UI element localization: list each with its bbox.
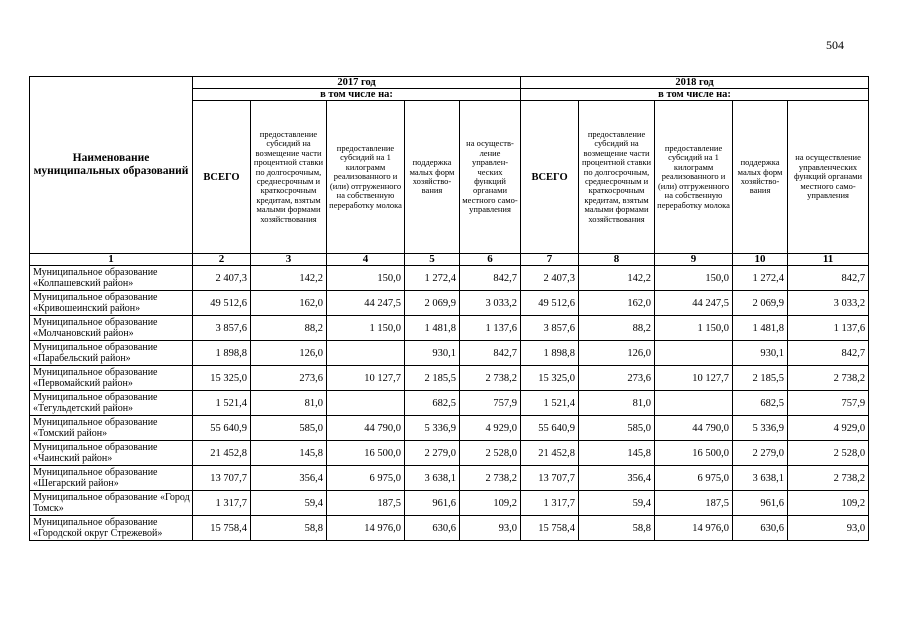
table-row: [30, 366, 869, 391]
value-cell: 44 790,0: [655, 416, 733, 441]
column-number: 1: [30, 254, 193, 266]
value-cell: 1 521,4: [521, 391, 579, 416]
table-row: [30, 416, 869, 441]
value-cell: 2 185,5: [733, 366, 788, 391]
value-cell: 5 336,9: [405, 416, 460, 441]
value-cell: 1 521,4: [193, 391, 251, 416]
value-cell: 842,7: [460, 266, 521, 291]
value-cell: 15 325,0: [521, 366, 579, 391]
value-cell: 126,0: [251, 341, 327, 366]
column-number: 10: [733, 254, 788, 266]
value-cell: 1 898,8: [521, 341, 579, 366]
value-cell: 145,8: [251, 441, 327, 466]
value-cell: 44 790,0: [327, 416, 405, 441]
value-cell: 356,4: [579, 466, 655, 491]
value-cell: 150,0: [655, 266, 733, 291]
value-cell: 2 407,3: [193, 266, 251, 291]
value-cell: 3 638,1: [733, 466, 788, 491]
municipality-name: Муниципальное образование «Первомайский район»: [30, 366, 193, 391]
value-cell: 6 975,0: [655, 466, 733, 491]
value-cell: 273,6: [251, 366, 327, 391]
column-number: 6: [460, 254, 521, 266]
value-cell: 930,1: [733, 341, 788, 366]
value-cell: 6 975,0: [327, 466, 405, 491]
column-number: 11: [788, 254, 869, 266]
column-number: 8: [579, 254, 655, 266]
value-cell: 585,0: [251, 416, 327, 441]
value-cell: 187,5: [327, 491, 405, 516]
value-cell: 142,2: [579, 266, 655, 291]
value-cell: 93,0: [788, 516, 869, 541]
column-number: 5: [405, 254, 460, 266]
value-cell: 2 279,0: [405, 441, 460, 466]
value-cell: 1 137,6: [460, 316, 521, 341]
value-cell: 187,5: [655, 491, 733, 516]
value-cell: 44 247,5: [327, 291, 405, 316]
value-cell: 5 336,9: [733, 416, 788, 441]
value-cell: 10 127,7: [327, 366, 405, 391]
header-admin-functions-2018: на осуществление управленческих функций органами местного само-управления: [788, 101, 869, 254]
value-cell: 2 528,0: [788, 441, 869, 466]
column-number: 2: [193, 254, 251, 266]
value-cell: 1 150,0: [327, 316, 405, 341]
column-number: 9: [655, 254, 733, 266]
value-cell: 16 500,0: [655, 441, 733, 466]
header-small-farms-2017: поддержка малых форм хозяйство-вания: [405, 101, 460, 254]
header-total-2017: ВСЕГО: [193, 101, 251, 254]
value-cell: 1 317,7: [521, 491, 579, 516]
value-cell: 15 758,4: [193, 516, 251, 541]
value-cell: 81,0: [579, 391, 655, 416]
value-cell: 630,6: [405, 516, 460, 541]
value-cell: 16 500,0: [327, 441, 405, 466]
value-cell: 15 758,4: [521, 516, 579, 541]
municipality-name: Муниципальное образование «Томский район»: [30, 416, 193, 441]
municipality-name: Муниципальное образование «Молчановский район»: [30, 316, 193, 341]
header-milk-subsidy-2017: предоставление субсидий на 1 килограмм реализованного и (или) отгруженного на собственную переработку молока: [327, 101, 405, 254]
municipality-name: Муниципальное образование «Кривошеинский район»: [30, 291, 193, 316]
table-row: [30, 341, 869, 366]
municipality-name: Муниципальное образование «Колпашевский район»: [30, 266, 193, 291]
table-row: [30, 441, 869, 466]
header-interest-subsidy-2017: предоставление субсидий на возмещение части процентной ставки по долгосрочным, среднесрочным и краткосрочным кредитам, взятым малыми формами хозяйствования: [251, 101, 327, 254]
column-numbers-row: [30, 254, 869, 266]
municipality-name: Муниципальное образование «Город Томск»: [30, 491, 193, 516]
value-cell: 14 976,0: [655, 516, 733, 541]
municipality-name: Муниципальное образование «Чаинский район»: [30, 441, 193, 466]
value-cell: 757,9: [788, 391, 869, 416]
value-cell: 4 929,0: [460, 416, 521, 441]
value-cell: 2 185,5: [405, 366, 460, 391]
value-cell: 3 857,6: [521, 316, 579, 341]
municipality-name: Муниципальное образование «Городской округ Стрежевой»: [30, 516, 193, 541]
header-total-2018: ВСЕГО: [521, 101, 579, 254]
value-cell: 59,4: [251, 491, 327, 516]
header-interest-subsidy-2018: предоставление субсидий на возмещение части процентной ставки по долгосрочным, среднесрочным и краткосрочным кредитам, взятым малыми формами хозяйствования: [579, 101, 655, 254]
value-cell: 1 150,0: [655, 316, 733, 341]
value-cell: 2 738,2: [460, 366, 521, 391]
value-cell: 58,8: [251, 516, 327, 541]
value-cell: 1 481,8: [733, 316, 788, 341]
value-cell: 81,0: [251, 391, 327, 416]
subsidy-table: [29, 76, 869, 541]
header-admin-functions-2017: на осуществ-ление управлен-ческих функций органами местного само-управления: [460, 101, 521, 254]
value-cell: 1 317,7: [193, 491, 251, 516]
value-cell: 842,7: [460, 341, 521, 366]
header-including-2017: в том числе на:: [193, 89, 521, 101]
value-cell: 2 407,3: [521, 266, 579, 291]
value-cell: 3 857,6: [193, 316, 251, 341]
header-including-2018: в том числе на:: [521, 89, 869, 101]
value-cell: 1 898,8: [193, 341, 251, 366]
value-cell: 21 452,8: [193, 441, 251, 466]
table-row: [30, 466, 869, 491]
value-cell: 162,0: [579, 291, 655, 316]
table-row: [30, 391, 869, 416]
value-cell: 59,4: [579, 491, 655, 516]
header-name-column: Наименование муниципальных образований: [30, 77, 193, 254]
value-cell: 145,8: [579, 441, 655, 466]
value-cell: 55 640,9: [521, 416, 579, 441]
value-cell: 757,9: [460, 391, 521, 416]
table-row: [30, 516, 869, 541]
value-cell: [655, 391, 733, 416]
value-cell: 142,2: [251, 266, 327, 291]
table-row: [30, 266, 869, 291]
value-cell: 930,1: [405, 341, 460, 366]
value-cell: 2 069,9: [405, 291, 460, 316]
value-cell: 2 738,2: [460, 466, 521, 491]
value-cell: 682,5: [733, 391, 788, 416]
value-cell: [327, 391, 405, 416]
value-cell: 2 528,0: [460, 441, 521, 466]
value-cell: 961,6: [405, 491, 460, 516]
value-cell: 49 512,6: [521, 291, 579, 316]
value-cell: 961,6: [733, 491, 788, 516]
value-cell: [655, 341, 733, 366]
value-cell: 842,7: [788, 266, 869, 291]
value-cell: 630,6: [733, 516, 788, 541]
value-cell: 4 929,0: [788, 416, 869, 441]
table-row: [30, 316, 869, 341]
value-cell: 21 452,8: [521, 441, 579, 466]
municipality-name: Муниципальное образование «Парабельский район»: [30, 341, 193, 366]
value-cell: 1 272,4: [405, 266, 460, 291]
municipality-name: Муниципальное образование «Шегарский район»: [30, 466, 193, 491]
value-cell: 58,8: [579, 516, 655, 541]
value-cell: 682,5: [405, 391, 460, 416]
value-cell: 14 976,0: [327, 516, 405, 541]
value-cell: 109,2: [460, 491, 521, 516]
value-cell: 13 707,7: [193, 466, 251, 491]
value-cell: 2 738,2: [788, 466, 869, 491]
value-cell: 15 325,0: [193, 366, 251, 391]
value-cell: 162,0: [251, 291, 327, 316]
page-number: 504: [826, 38, 844, 52]
value-cell: 585,0: [579, 416, 655, 441]
value-cell: 3 033,2: [788, 291, 869, 316]
value-cell: 2 069,9: [733, 291, 788, 316]
value-cell: 1 272,4: [733, 266, 788, 291]
value-cell: 2 738,2: [788, 366, 869, 391]
value-cell: 49 512,6: [193, 291, 251, 316]
header-small-farms-2018: поддержка малых форм хозяйство-вания: [733, 101, 788, 254]
value-cell: 126,0: [579, 341, 655, 366]
value-cell: 93,0: [460, 516, 521, 541]
value-cell: 44 247,5: [655, 291, 733, 316]
value-cell: 109,2: [788, 491, 869, 516]
header-milk-subsidy-2018: предоставление субсидий на 1 килограмм реализованного и (или) отгруженного на собственную переработку молока: [655, 101, 733, 254]
value-cell: 2 279,0: [733, 441, 788, 466]
value-cell: 88,2: [579, 316, 655, 341]
value-cell: 1 481,8: [405, 316, 460, 341]
value-cell: 13 707,7: [521, 466, 579, 491]
value-cell: 356,4: [251, 466, 327, 491]
value-cell: [327, 341, 405, 366]
column-number: 7: [521, 254, 579, 266]
table-row: [30, 291, 869, 316]
value-cell: 3 638,1: [405, 466, 460, 491]
header-year-2018: 2018 год: [521, 77, 869, 89]
column-number: 3: [251, 254, 327, 266]
value-cell: 88,2: [251, 316, 327, 341]
value-cell: 55 640,9: [193, 416, 251, 441]
value-cell: 10 127,7: [655, 366, 733, 391]
value-cell: 3 033,2: [460, 291, 521, 316]
municipality-name: Муниципальное образование «Тегульдетский район»: [30, 391, 193, 416]
value-cell: 842,7: [788, 341, 869, 366]
value-cell: 1 137,6: [788, 316, 869, 341]
header-year-2017: 2017 год: [193, 77, 521, 89]
value-cell: 273,6: [579, 366, 655, 391]
table-row: [30, 491, 869, 516]
value-cell: 150,0: [327, 266, 405, 291]
column-number: 4: [327, 254, 405, 266]
